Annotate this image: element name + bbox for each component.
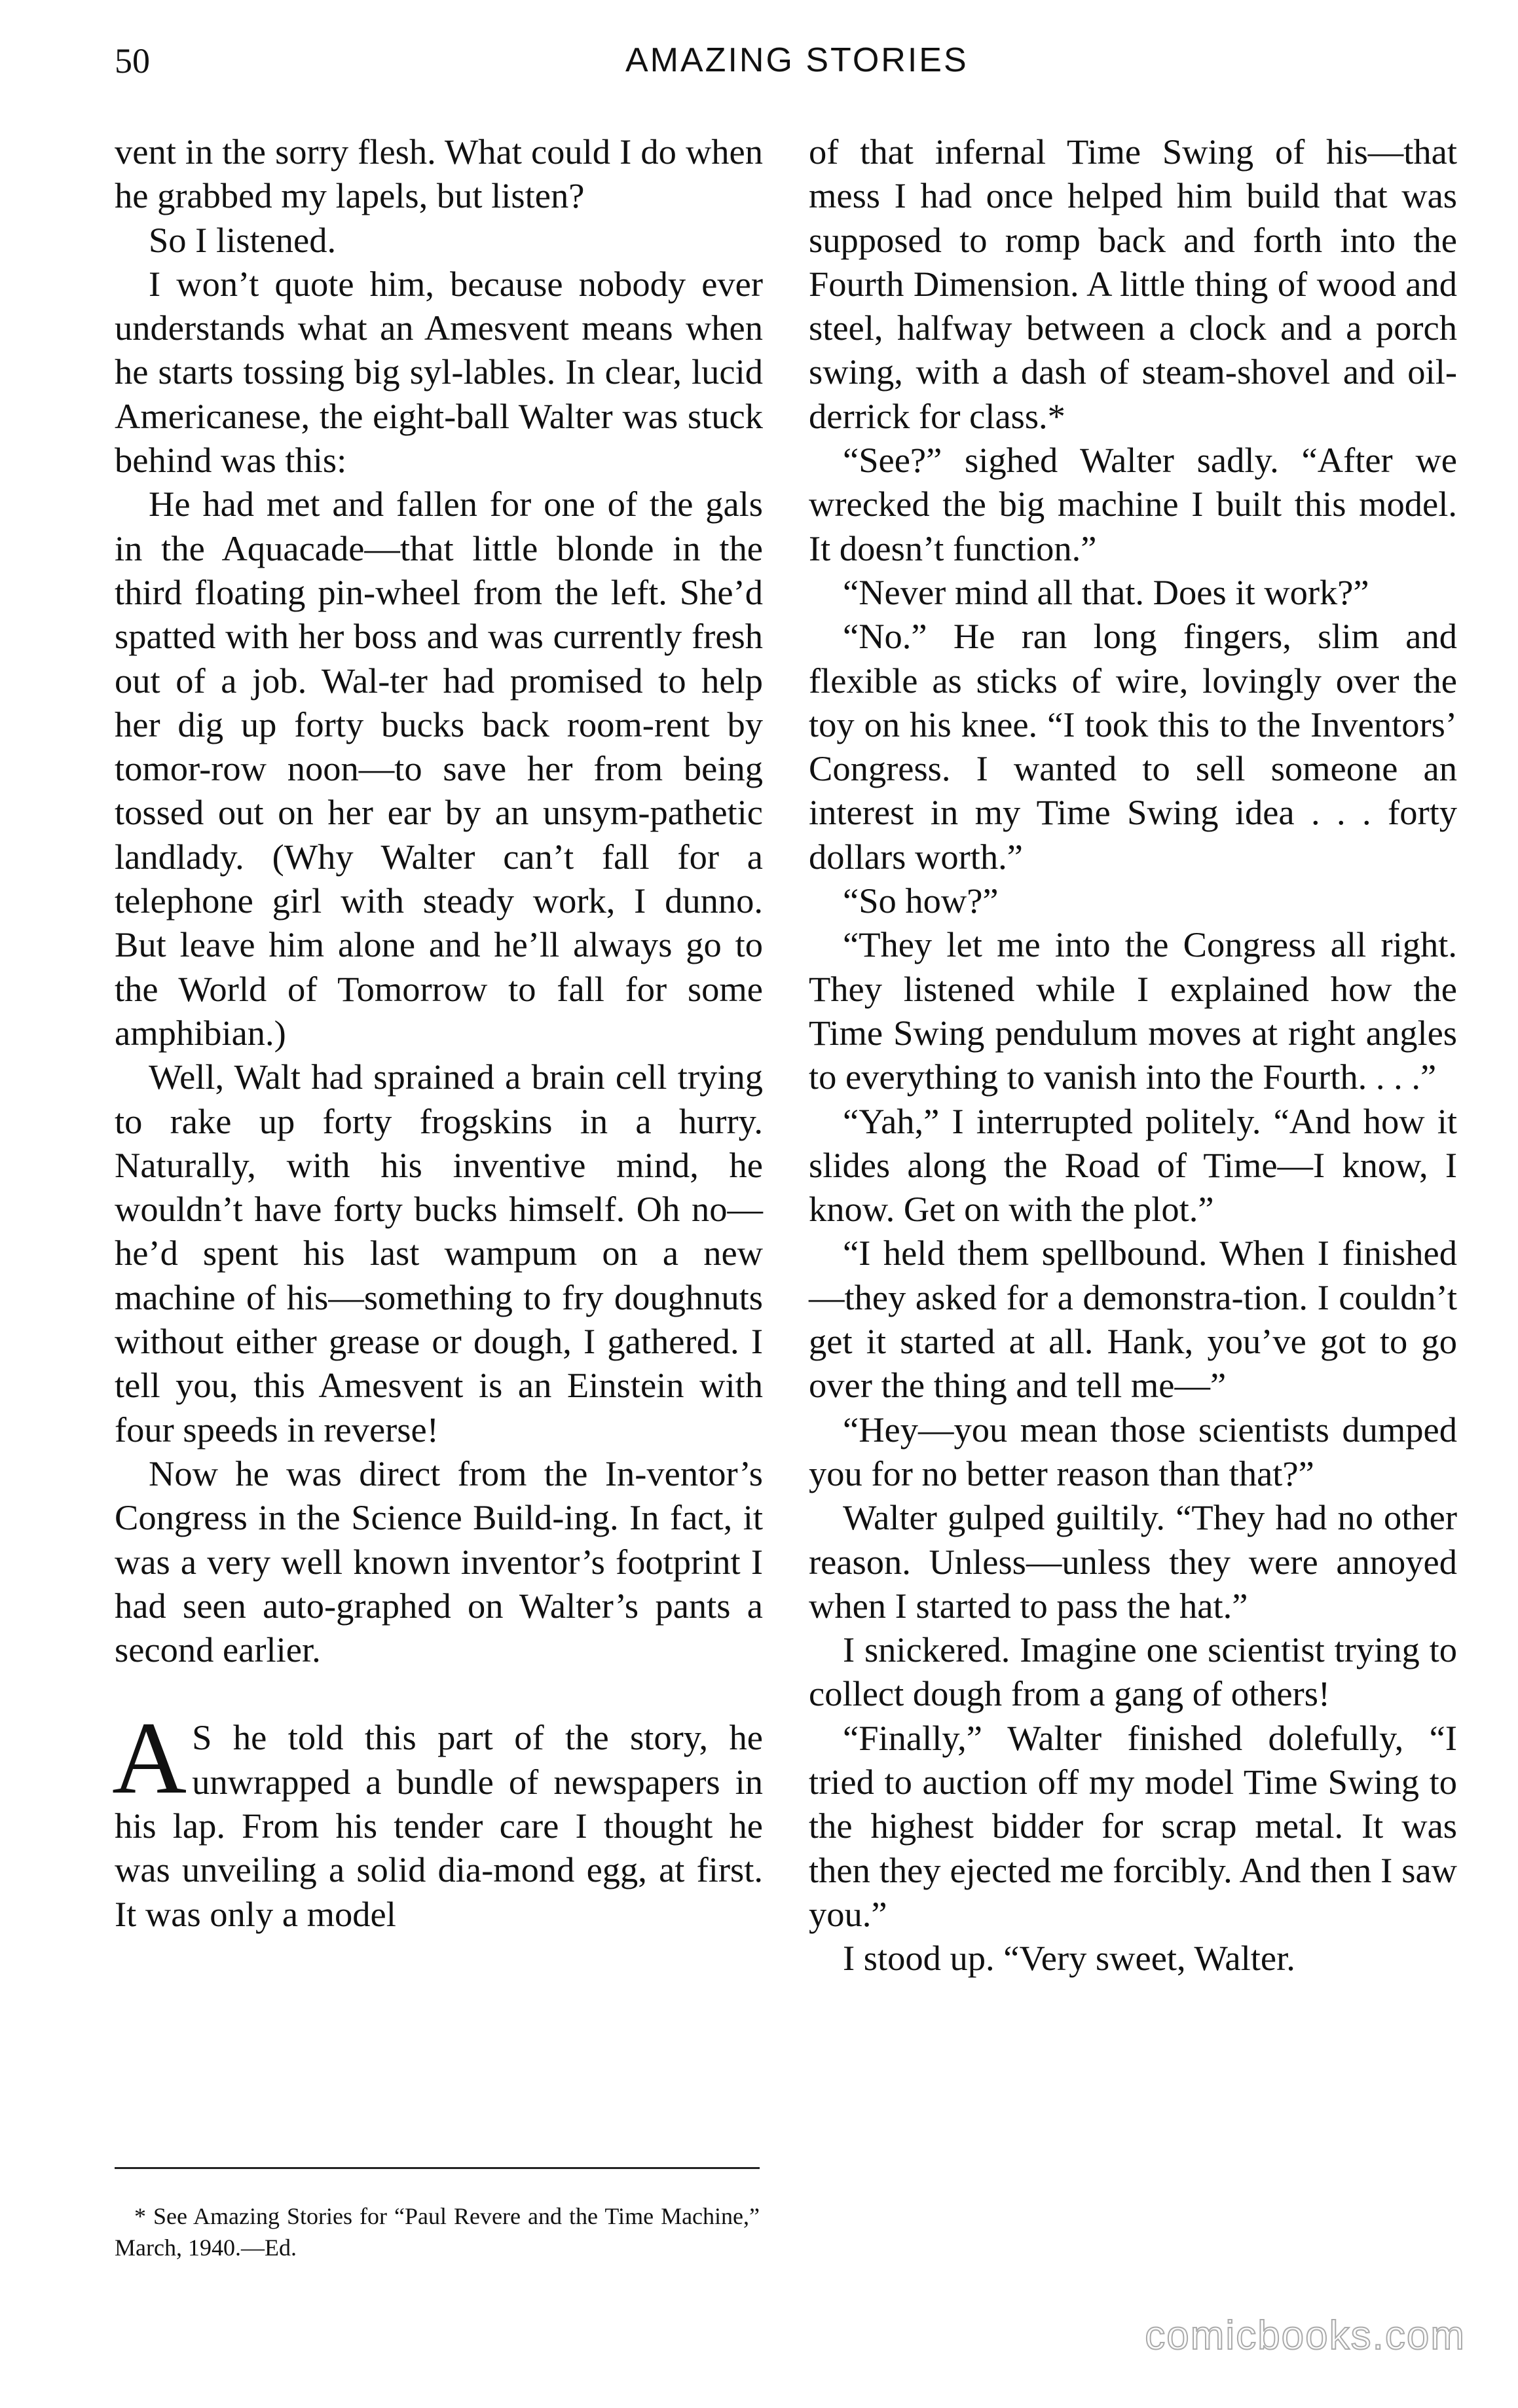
footnote: * See Amazing Stories for “Paul Revere and the Time Machine,” March, 1940.—Ed. — [115, 2203, 760, 2261]
running-head — [115, 41, 1424, 93]
paragraph: I snickered. Imagine one scientist trying to collect dough from a gang of others! — [809, 1630, 1457, 1714]
journal-title: AMAZING STORIES — [625, 41, 969, 79]
watermark: comicbooks.com — [1145, 2313, 1466, 2358]
paragraph: “They let me into the Congress all right. They listened while I explained how the Time Swing pendulum moves at right angles to everything to vanish into the Fourth. . . .” — [809, 924, 1457, 1097]
paragraph: So I listened. — [149, 219, 337, 260]
paragraph: “No.” He ran long fingers, slim and flexible as sticks of wire, lovingly over the toy on his knee. “I took this to the Inventors’ Congress. I wanted to sell someone an interest in my Time Swing idea . . . forty dollars worth.” — [809, 616, 1457, 877]
paragraph: Now he was direct from the In-ventor’s Congress in the Science Build-ing. In fact, it was a very well known inventor’s footprint I had seen auto-graphed on Walter’s pants a second earlier. — [115, 1453, 763, 1670]
paragraph: “Hey—you mean those scientists dumped you for no better reason than that?” — [809, 1409, 1457, 1493]
footnote-divider — [115, 2167, 760, 2169]
page-number: 50 — [115, 41, 150, 81]
paragraph: “Never mind all that. Does it work?” — [843, 572, 1369, 612]
paragraph: of that infernal Time Swing of his—that mess I had once helped him build that was supposed to romp back and forth into the Fourth Dimension. A little thing of wood and steel, halfway between a clock and a porch swing, with a dash of steam-shovel and oil-derrick for class.* — [809, 132, 1457, 436]
right-column — [809, 130, 1457, 1980]
paragraph: “Finally,” Walter finished dolefully, “I tried to auction off my model Time Swing to the highest bidder for scrap metal. It was then they ejected me forcibly. And then I saw you.” — [809, 1717, 1457, 1934]
paragraph: “So how?” — [843, 881, 999, 921]
left-column — [112, 130, 763, 1936]
drop-cap: A — [112, 1701, 187, 1816]
paragraph: I won’t quote him, because nobody ever understands what an Amesvent means when he starts tossing big syl-lables. In clear, lucid Americanese, the eight-ball Walter was stuck behind was this: — [115, 263, 763, 481]
paragraph: “See?” sighed Walter sadly. “After we wrecked the big machine I built this model. It doesn’t function.” — [809, 440, 1457, 568]
section-opening-paragraph — [112, 1701, 763, 1935]
paragraph: I stood up. “Very sweet, Walter. — [843, 1938, 1295, 1979]
paragraph: He had met and fallen for one of the gals in the Aquacade—that little blonde in the third floating pin-wheel from the left. She’d spatted with her boss and was currently fresh out of a job. Wal-ter had promised to help her dig up forty bucks back room-rent by tomor-row noon—to save her from being tossed out on her ear by an unsym-pathetic landlady. (Why Walter can’t fall for a telephone girl with steady work, I dunno. But leave him alone and he’ll always go to the World of Tomorrow to fall for some amphibian.) — [115, 484, 763, 1053]
paragraph: Walter gulped guiltily. “They had no other reason. Unless—unless they were annoyed when I started to pass the hat.” — [809, 1497, 1457, 1626]
paragraph: “I held them spellbound. When I finished—they asked for a demonstra-tion. I couldn’t get it started at all. Hank, you’ve got to go over the thing and tell me—” — [809, 1233, 1457, 1406]
section-opening-text: S he told this part of the story, he unwrapped a bundle of newspapers in his lap. From his tender care I thought he was unveiling a solid dia-mond egg, at first. It was only a model — [115, 1717, 763, 1934]
paragraph: Well, Walt had sprained a brain cell trying to rake up forty frogskins in a hurry. Naturally, with his inventive mind, he wouldn’t have forty bucks himself. Oh no—he’d spent his last wampum on a new machine of his—something to fry doughnuts without either grease or dough, I gathered. I tell you, this Amesvent is an Einstein with four speeds in reverse! — [115, 1057, 763, 1450]
paragraph: vent in the sorry flesh. What could I do when he grabbed my lapels, but listen? — [115, 132, 763, 216]
paragraph: “Yah,” I interrupted politely. “And how it slides along the Road of Time—I know, I know. Get on with the plot.” — [809, 1101, 1457, 1230]
